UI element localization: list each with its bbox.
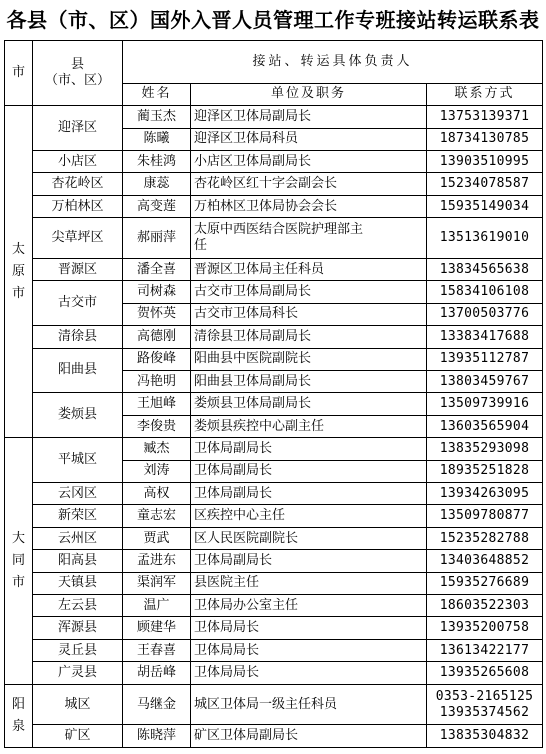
unit-title: 区疾控中心主任 [191,505,427,527]
contact-table [4,40,543,748]
table-row [5,483,543,505]
person-name: 路俊峰 [123,348,191,370]
person-name: 司树森 [123,281,191,303]
table-row [5,218,543,259]
county-cell: 新荣区 [33,505,123,527]
unit-title: 卫体局副局长 [191,483,427,505]
unit-title: 万柏林区卫体局协会会长 [191,195,427,217]
county-cell: 云州区 [33,527,123,549]
header-unit: 单位及职务 [191,83,427,105]
table-row [5,662,543,684]
county-cell: 小店区 [33,151,123,173]
table-row [5,258,543,280]
city-name: 大 同 市 [11,530,25,590]
table-row [5,348,543,370]
phone-number-line2: 13935374562 [439,704,530,720]
table-row [5,617,543,639]
person-name: 温广 [123,595,191,617]
unit-title [191,218,427,259]
phone-number: 13513619010 [427,218,543,259]
table-row [5,639,543,661]
header-county [33,41,123,106]
table-row [5,684,543,725]
unit-title: 矿区卫体局副局长 [191,725,427,748]
city-cell-yangquan [5,684,33,747]
header-row [5,41,543,84]
unit-title: 卫体局副局长 [191,460,427,482]
unit-title: 晋源区卫体局主任科员 [191,258,427,280]
unit-title: 卫体局局长 [191,617,427,639]
header-group: 接站、转运具体负责人 [123,41,543,84]
phone-number: 13403648852 [427,550,543,572]
person-name: 高权 [123,483,191,505]
person-name: 康蕊 [123,173,191,195]
person-name: 陈晓萍 [123,725,191,748]
unit-title: 卫体局副局长 [191,550,427,572]
header-county-line1: 县 [70,57,84,73]
phone-number: 13700503776 [427,303,543,325]
phone-number: 13934263095 [427,483,543,505]
phone-number: 13383417688 [427,326,543,348]
table-row [5,281,543,303]
person-name: 孟进东 [123,550,191,572]
city-cell-datong [5,438,33,684]
unit-title: 清徐县卫体局副局长 [191,326,427,348]
phone-number: 15935276689 [427,572,543,594]
table-row [5,106,543,128]
county-cell: 城区 [33,684,123,725]
unit-title: 卫体局副局长 [191,438,427,460]
header-contact: 联系方式 [427,83,543,105]
table-row [5,725,543,748]
person-name: 郝丽萍 [123,218,191,259]
county-cell: 晋源区 [33,258,123,280]
city-name: 阳 泉 [11,696,25,734]
phone-number: 13509739916 [427,393,543,415]
table-row [5,173,543,195]
unit-title: 杏花岭区红十字会副会长 [191,173,427,195]
unit-title: 卫体局局长 [191,662,427,684]
phone-number: 13509780877 [427,505,543,527]
unit-title: 小店区卫体局副局长 [191,151,427,173]
county-cell: 古交市 [33,281,123,326]
table-row [5,550,543,572]
person-name: 王春喜 [123,639,191,661]
phone-number: 13903510995 [427,151,543,173]
county-cell: 万柏林区 [33,195,123,217]
phone-number: 15234078587 [427,173,543,195]
person-name: 臧杰 [123,438,191,460]
county-cell: 迎泽区 [33,106,123,151]
unit-title: 迎泽区卫体局副局长 [191,106,427,128]
header-name: 姓名 [123,83,191,105]
person-name: 蔺玉杰 [123,106,191,128]
table-row [5,438,543,460]
phone-number: 13613422177 [427,639,543,661]
table-row [5,595,543,617]
phone-number: 13753139371 [427,106,543,128]
person-name: 高变莲 [123,195,191,217]
county-cell: 矿区 [33,725,123,748]
table-row [5,151,543,173]
phone-number: 13603565904 [427,415,543,437]
unit-title-line1: 太原中西医结合医院护理部主 [194,222,364,238]
unit-title: 区人民医院副院长 [191,527,427,549]
unit-title: 娄烦县卫体局副局长 [191,393,427,415]
phone-number: 18734130785 [427,128,543,150]
phone-number: 13803459767 [427,370,543,392]
county-cell: 云冈区 [33,483,123,505]
unit-title: 卫体局局长 [191,639,427,661]
city-cell-taiyuan [5,106,33,438]
county-cell: 娄烦县 [33,393,123,438]
person-name: 陈曦 [123,128,191,150]
person-name: 潘全喜 [123,258,191,280]
person-name: 贾武 [123,527,191,549]
unit-title: 阳曲县卫体局副局长 [191,370,427,392]
county-cell: 尖草坪区 [33,218,123,259]
table-row [5,505,543,527]
person-name: 王旭峰 [123,393,191,415]
table-row [5,195,543,217]
phone-number: 13834565638 [427,258,543,280]
county-cell: 天镇县 [33,572,123,594]
person-name: 童志宏 [123,505,191,527]
table-row [5,527,543,549]
county-cell: 浑源县 [33,617,123,639]
county-cell: 灵丘县 [33,639,123,661]
person-name: 胡岳峰 [123,662,191,684]
person-name: 刘涛 [123,460,191,482]
phone-number: 18603522303 [427,595,543,617]
phone-number-line1: 0353-2165125 [435,688,534,704]
table-row [5,572,543,594]
unit-title: 古交市卫体局科长 [191,303,427,325]
county-cell: 阳高县 [33,550,123,572]
city-name: 太 原 市 [11,241,25,301]
person-name: 顾建华 [123,617,191,639]
person-name: 高德刚 [123,326,191,348]
person-name: 朱桂鸿 [123,151,191,173]
county-cell: 杏花岭区 [33,173,123,195]
phone-number: 13935112787 [427,348,543,370]
county-cell: 阳曲县 [33,348,123,393]
unit-title: 娄烦县疾控中心副主任 [191,415,427,437]
unit-title: 县医院主任 [191,572,427,594]
county-cell: 清徐县 [33,326,123,348]
phone-number: 13935200758 [427,617,543,639]
phone-number [427,684,543,725]
county-cell: 广灵县 [33,662,123,684]
person-name: 冯艳明 [123,370,191,392]
phone-number: 18935251828 [427,460,543,482]
person-name: 贺怀英 [123,303,191,325]
person-name: 渠润军 [123,572,191,594]
phone-number: 13935265608 [427,662,543,684]
phone-number: 15834106108 [427,281,543,303]
county-cell: 平城区 [33,438,123,483]
unit-title: 城区卫体局一级主任科员 [191,684,427,725]
table-row [5,393,543,415]
phone-number: 15935149034 [427,195,543,217]
header-county-line2: （市、区） [44,73,110,89]
unit-title: 古交市卫体局副局长 [191,281,427,303]
person-name: 李俊贵 [123,415,191,437]
table-title: 各县（市、区）国外入晋人员管理工作专班接站转运联系表 [6,8,540,32]
person-name: 马继金 [123,684,191,725]
unit-title: 卫体局办公室主任 [191,595,427,617]
table-row [5,326,543,348]
unit-title: 迎泽区卫体局科员 [191,128,427,150]
phone-number: 15235282788 [427,527,543,549]
unit-title: 阳曲县中医院副院长 [191,348,427,370]
phone-number: 13835293098 [427,438,543,460]
county-cell: 左云县 [33,595,123,617]
unit-title-line2: 任 [194,238,208,254]
phone-number: 13835304832 [427,725,543,748]
header-city: 市 [5,41,33,106]
